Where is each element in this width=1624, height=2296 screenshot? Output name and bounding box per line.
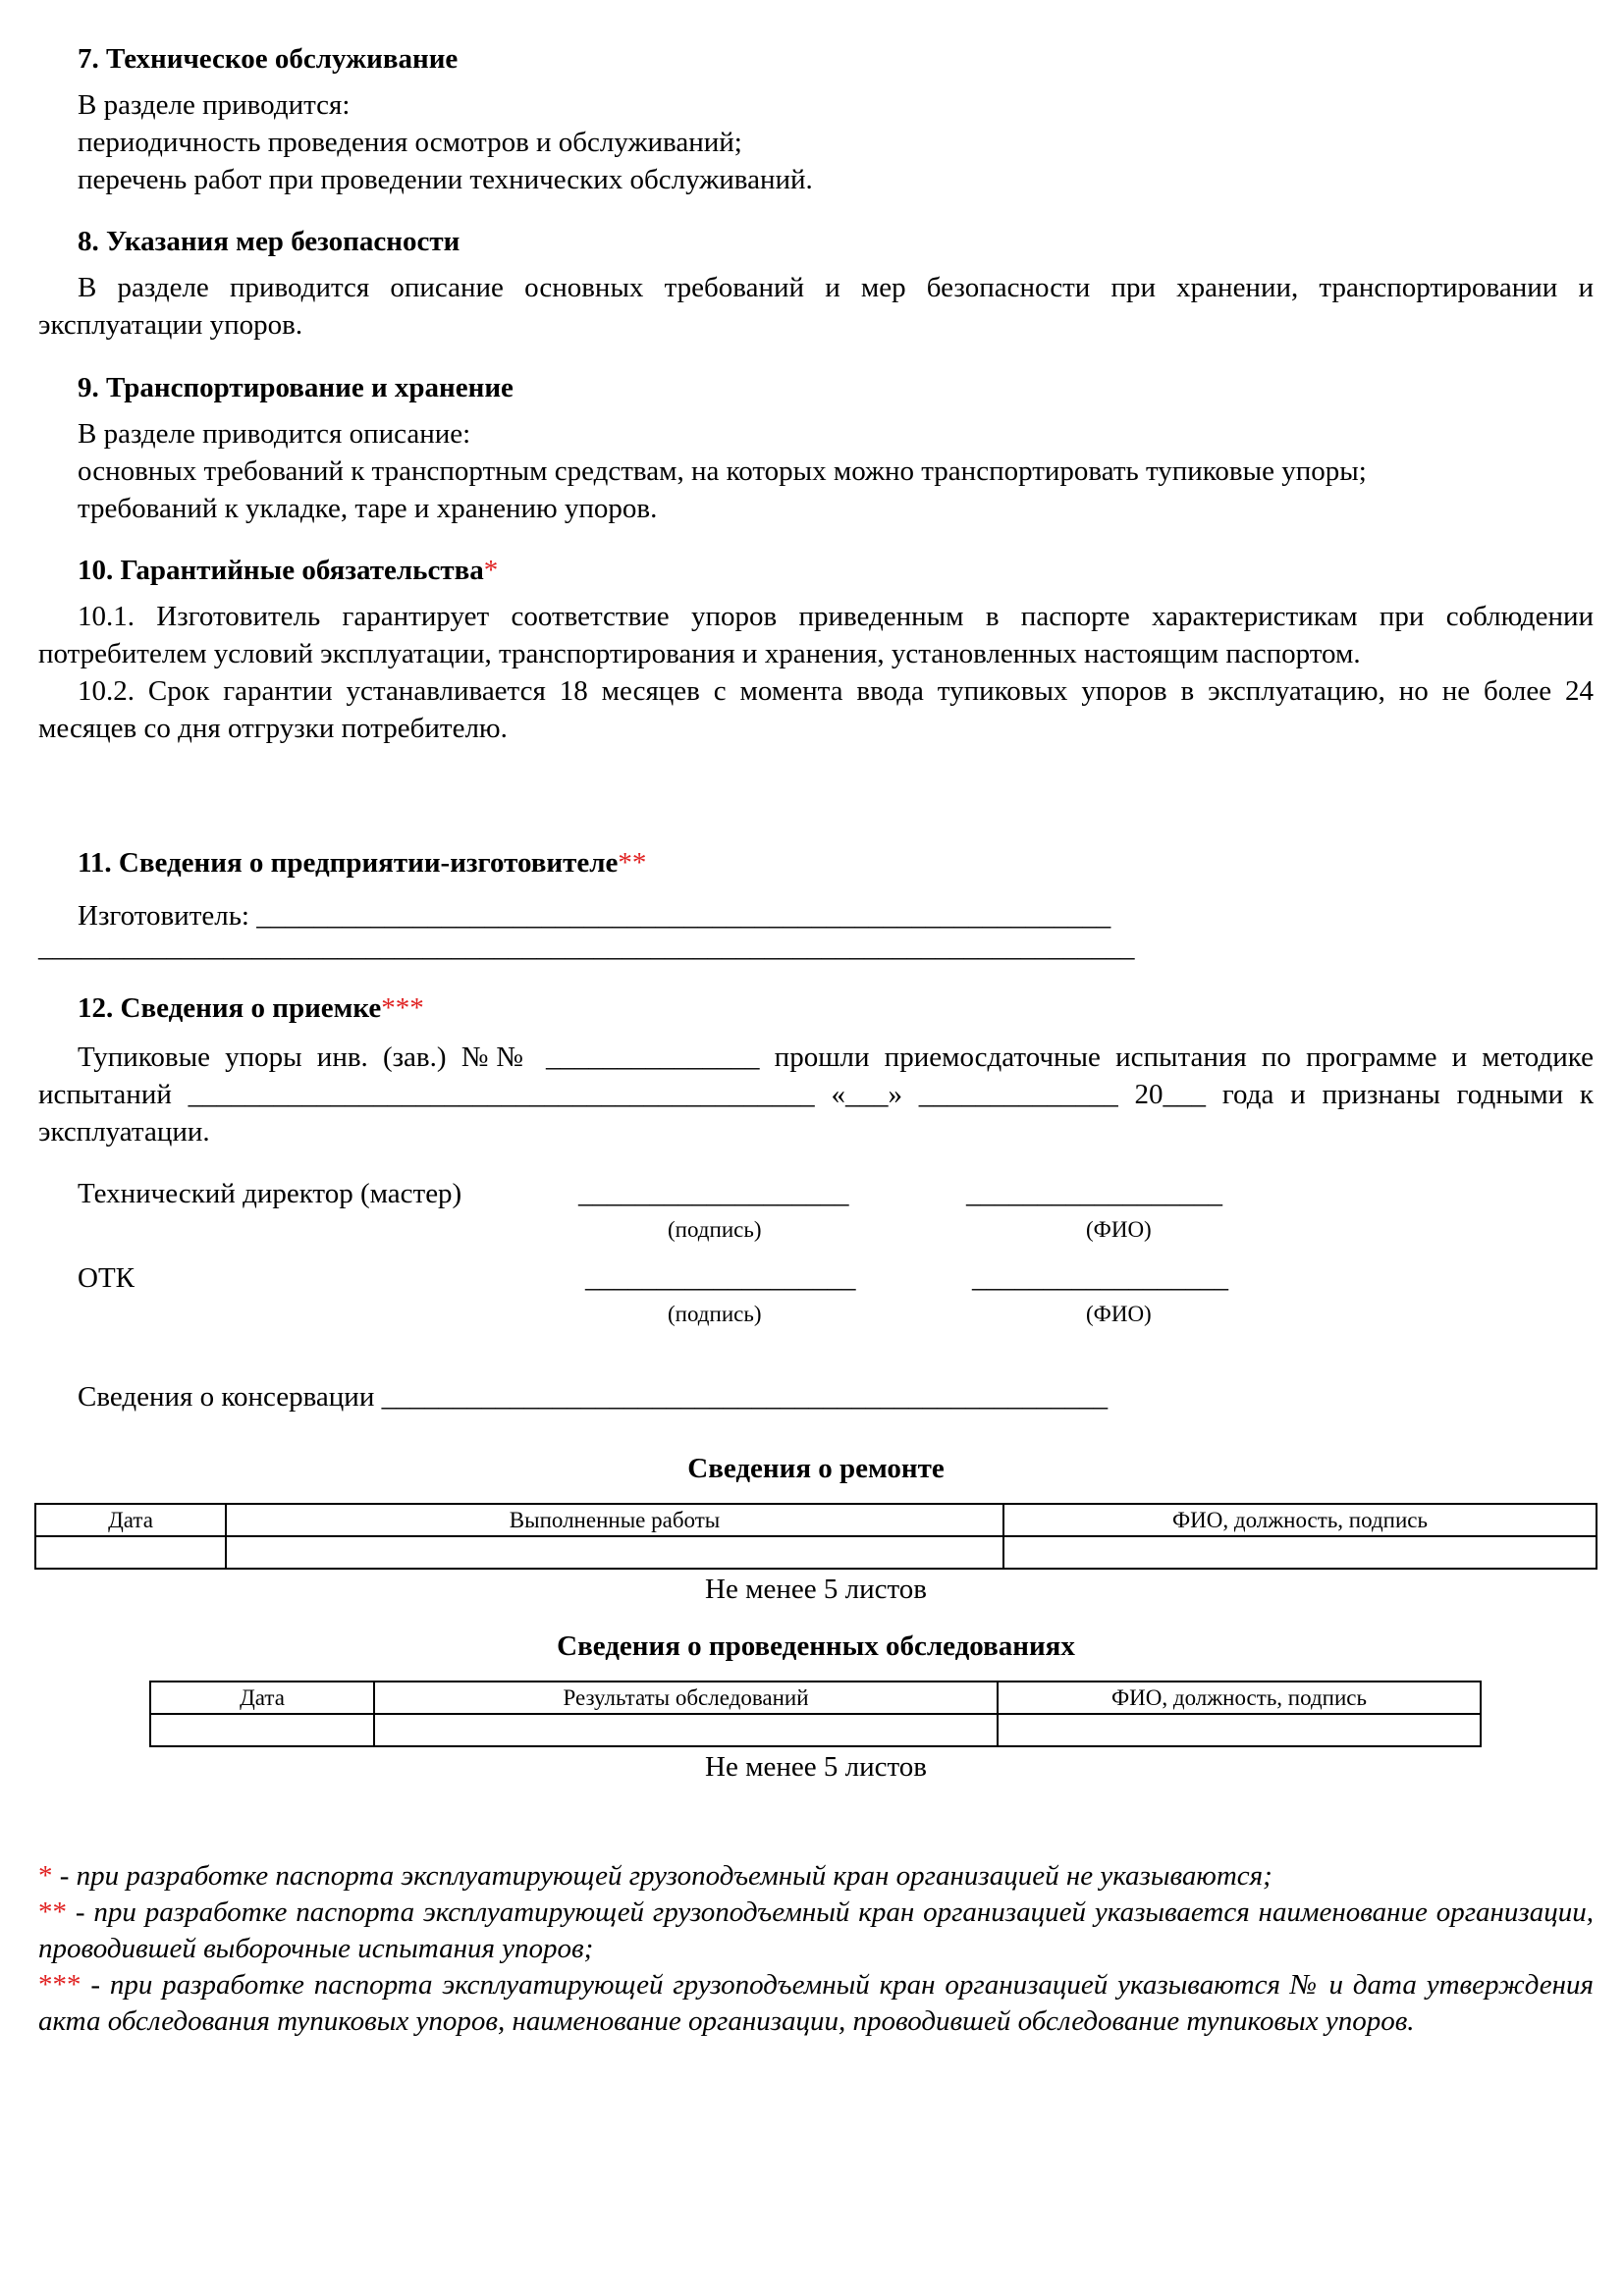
table-cell[interactable] bbox=[374, 1714, 998, 1746]
survey-note: Не менее 5 листов bbox=[705, 1751, 927, 1783]
maker-blank-2: _____________________________________________________________________________ bbox=[38, 932, 1135, 963]
section-12 bbox=[38, 989, 1594, 1150]
otk-sign-blank: ___________________ bbox=[585, 1262, 856, 1294]
section-12-title-text: 12. Сведения о приемке bbox=[78, 992, 382, 1024]
footnote-2 bbox=[38, 1895, 1594, 1967]
footnote-mark: *** bbox=[38, 1969, 81, 2001]
footnote-text: - при разработке паспорта эксплуатирующей грузоподъемный кран организацией указываются № и дата утверждения акта обследования тупиковых упоров, наименование организации, проводившей обследование тупиковых упоров. bbox=[38, 1969, 1594, 2037]
column-header: Дата bbox=[150, 1682, 374, 1714]
section-8 bbox=[38, 223, 1594, 344]
section-7 bbox=[38, 40, 1594, 198]
column-header: Результаты обследований bbox=[374, 1682, 998, 1714]
conservation-label: Сведения о консервации bbox=[78, 1381, 375, 1413]
footnote-text: - при разработке паспорта эксплуатирующей грузоподъемный кран организацией указывается наименование организации, проводившей выборочные испытания упоров; bbox=[38, 1896, 1594, 1964]
column-header: ФИО, должность, подпись bbox=[998, 1682, 1481, 1714]
warranty-paragraph-1: 10.1. Изготовитель гарантирует соответствие упоров приведенным в паспорте характеристикам при соблюдении потребителем условий эксплуатации, транспортирования и хранения, установленных настоящим паспортом. bbox=[38, 601, 1594, 669]
survey-title: Сведения о проведенных обследованиях bbox=[557, 1630, 1075, 1662]
section-7-line: В разделе приводится: bbox=[78, 89, 351, 121]
otk-fio-blank: __________________ bbox=[972, 1262, 1228, 1294]
caption-signature: (подпись) bbox=[668, 1217, 762, 1242]
maker-label: Изготовитель: bbox=[78, 900, 249, 932]
section-7-title: 7. Техническое обслуживание bbox=[78, 43, 459, 75]
acceptance-text: Тупиковые упоры инв. (зав.) №№ _______________ прошли приемосдаточные испытания по программе и методике испытаний ____________________________________________ «___» ______________ 20___ года и признаны годными к эксплуатации. bbox=[38, 1041, 1594, 1148]
otk-label: ОТК bbox=[78, 1262, 135, 1294]
column-header: Выполненные работы bbox=[226, 1504, 1003, 1536]
caption-signature: (подпись) bbox=[668, 1302, 762, 1326]
table-cell[interactable] bbox=[35, 1536, 226, 1569]
footnote-mark: *** bbox=[381, 992, 424, 1024]
footnotes bbox=[38, 1858, 1594, 2040]
table-row bbox=[150, 1714, 1481, 1746]
table-cell[interactable] bbox=[226, 1536, 1003, 1569]
column-header: ФИО, должность, подпись bbox=[1003, 1504, 1597, 1536]
caption-fio: (ФИО) bbox=[1086, 1302, 1152, 1326]
section-9-line: В разделе приводится описание: bbox=[78, 418, 471, 450]
document-page bbox=[38, 0, 1594, 2296]
section-7-line: периодичность проведения осмотров и обслуживаний; bbox=[78, 127, 742, 158]
footnote-3 bbox=[38, 1967, 1594, 2040]
footnote-mark: * bbox=[483, 555, 499, 586]
tech-director-label: Технический директор (мастер) bbox=[78, 1178, 462, 1209]
section-8-text: В разделе приводится описание основных требований и мер безопасности при хранении, транспортировании и эксплуатации упоров. bbox=[38, 272, 1594, 341]
section-10-title-text: 10. Гарантийные обязательства bbox=[78, 555, 484, 586]
caption-fio: (ФИО) bbox=[1086, 1217, 1152, 1242]
footnote-text: - при разработке паспорта эксплуатирующей грузоподъемный кран организацией не указываются; bbox=[52, 1860, 1272, 1892]
column-header: Дата bbox=[35, 1504, 226, 1536]
section-8-title: 8. Указания мер безопасности bbox=[78, 226, 460, 257]
table-header-row bbox=[35, 1504, 1597, 1536]
repair-note: Не менее 5 листов bbox=[705, 1574, 927, 1605]
tech-director-sign-blank: ___________________ bbox=[578, 1178, 849, 1209]
section-10-title bbox=[38, 552, 1594, 589]
table-cell[interactable] bbox=[1003, 1536, 1597, 1569]
repair-table bbox=[34, 1503, 1597, 1570]
section-9-title: 9. Транспортирование и хранение bbox=[78, 372, 514, 403]
section-10 bbox=[38, 552, 1594, 747]
maker-blank: ____________________________________________________________ bbox=[256, 900, 1111, 932]
section-9-line: требований к укладке, таре и хранению упоров. bbox=[78, 493, 658, 524]
conservation-row bbox=[78, 1378, 1108, 1415]
section-11-title bbox=[38, 844, 1594, 881]
section-11-title-text: 11. Сведения о предприятии-изготовителе bbox=[78, 847, 619, 879]
warranty-paragraph-2: 10.2. Срок гарантии устанавливается 18 месяцев с момента ввода тупиковых упоров в эксплуатацию, но не более 24 месяцев со дня отгрузки потребителю. bbox=[38, 675, 1594, 744]
section-9-line: основных требований к транспортным средствам, на которых можно транспортировать тупиковые упоры; bbox=[78, 455, 1367, 487]
footnote-mark: ** bbox=[618, 847, 647, 879]
conservation-blank: ___________________________________________________ bbox=[381, 1381, 1109, 1413]
footnote-mark: ** bbox=[38, 1896, 67, 1928]
footnote-mark: * bbox=[38, 1860, 53, 1892]
section-7-line: перечень работ при проведении технических обслуживаний. bbox=[78, 164, 813, 195]
survey-table bbox=[149, 1681, 1482, 1747]
table-header-row bbox=[150, 1682, 1481, 1714]
table-row bbox=[35, 1536, 1597, 1569]
section-9 bbox=[38, 369, 1594, 527]
table-cell[interactable] bbox=[150, 1714, 374, 1746]
tech-director-fio-blank: __________________ bbox=[966, 1178, 1222, 1209]
section-11 bbox=[38, 844, 1594, 881]
footnote-1 bbox=[38, 1858, 1594, 1895]
repair-title: Сведения о ремонте bbox=[687, 1453, 945, 1484]
section-12-title bbox=[38, 989, 1594, 1027]
table-cell[interactable] bbox=[998, 1714, 1481, 1746]
